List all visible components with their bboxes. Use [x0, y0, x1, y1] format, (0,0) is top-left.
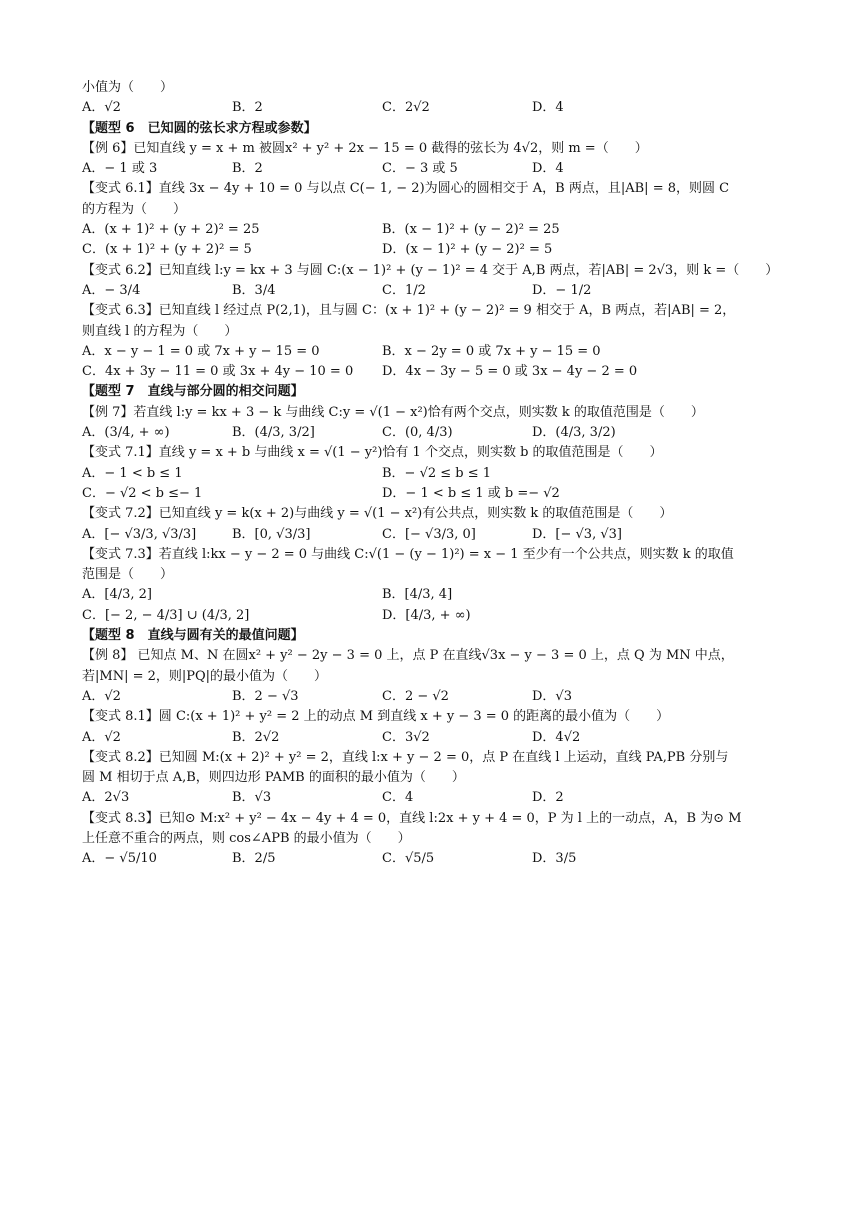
answer-options — [82, 281, 802, 301]
option-text: B．[4/3, 4] — [382, 587, 453, 603]
option-text: A．x − y − 1 = 0 或 7x + y − 15 = 0 — [82, 343, 320, 359]
text-line: 【变式 6.3】已知直线 l 经过点 P(2,1)，且与圆 C：(x + 1)² + (y − 2)² = 9 相交于 A，B 两点，若|AB| = 2， — [82, 303, 736, 319]
option-text: D．4√2 — [532, 729, 581, 745]
text-line: 【变式 6.1】直线 3x − 4y + 10 = 0 与以点 C(− 1, − 2)为圆心的圆相交于 A，B 两点，且|AB| = 8，则圆 C — [82, 181, 730, 197]
answer-options — [82, 342, 802, 362]
option-text: C．3√2 — [382, 729, 430, 745]
option-text: C．1/2 — [382, 282, 426, 298]
option-text: C．(x + 1)² + (y + 2)² = 5 — [82, 242, 252, 258]
text-line: 若|MN| = 2，则|PQ|的最小值为（ ） — [82, 668, 328, 684]
text-line: 的方程为（ ） — [82, 201, 187, 217]
option-text: D．− 1 < b ≤ 1 或 b =− √2 — [382, 485, 560, 501]
option-text: A．(3/4, + ∞) — [82, 425, 170, 441]
text-line: 范围是（ ） — [82, 567, 174, 583]
option-text: C．[− 2, − 4/3] ∪ (4/3, 2] — [82, 607, 250, 623]
option-text: A．− 1 或 3 — [82, 161, 158, 177]
answer-options — [82, 220, 802, 240]
option-text: B．− √2 ≤ b ≤ 1 — [382, 465, 492, 481]
section-heading: 【题型 6 已知圆的弦长求方程或参数】 — [82, 120, 317, 136]
option-text: B．x − 2y = 0 或 7x + y − 15 = 0 — [382, 343, 601, 359]
option-text: B．2 − √3 — [232, 688, 299, 704]
option-text: A．[− √3/3, √3/3] — [82, 526, 197, 542]
answer-options — [82, 464, 802, 484]
option-text: A．(x + 1)² + (y + 2)² = 25 — [82, 222, 260, 238]
answer-options — [82, 525, 802, 545]
text-line: 则直线 l 的方程为（ ） — [82, 323, 238, 339]
answer-options — [82, 240, 802, 260]
option-text: A．√2 — [82, 100, 121, 116]
option-text: C．2√2 — [382, 100, 430, 116]
option-text: A．2√3 — [82, 790, 130, 806]
text-line: 【例 8】 已知点 M、N 在圆x² + y² − 2y − 3 = 0 上，点 P 在直线√3x − y − 3 = 0 上，点 Q 为 MN 中点， — [82, 648, 734, 664]
text-line: 【变式 8.1】圆 C:(x + 1)² + y² = 2 上的动点 M 到直线 x + y − 3 = 0 的距离的最小值为（ ） — [82, 709, 670, 725]
option-text: B．2/5 — [232, 851, 276, 867]
text-line: 【变式 6.2】已知直线 l:y = kx + 3 与圆 C:(x − 1)² + (y − 1)² = 4 交于 A,B 两点，若|AB| = 2√3，则 k =（ ） — [82, 262, 779, 278]
option-text: B．(4/3, 3/2] — [232, 425, 315, 441]
option-text: B．(x − 1)² + (y − 2)² = 25 — [382, 222, 560, 238]
answer-options — [82, 484, 802, 504]
option-text: C．4x + 3y − 11 = 0 或 3x + 4y − 10 = 0 — [82, 364, 354, 380]
option-text: D．[− √3, √3] — [532, 526, 622, 542]
option-text: A．− 1 < b ≤ 1 — [82, 465, 183, 481]
option-text: D．√3 — [532, 688, 572, 704]
option-text: D．4 — [532, 100, 564, 116]
answer-options — [82, 788, 802, 808]
option-text: D．4 — [532, 161, 564, 177]
answer-options — [82, 585, 802, 605]
option-text: A．[4/3, 2] — [82, 587, 152, 603]
option-text: C．(0, 4/3) — [382, 425, 453, 441]
answer-options — [82, 159, 802, 179]
option-text: D．(4/3, 3/2) — [532, 425, 616, 441]
answer-options — [82, 728, 802, 748]
answer-options — [82, 423, 802, 443]
answer-options — [82, 362, 802, 382]
option-text: B．2√2 — [232, 729, 280, 745]
option-text: B．2 — [232, 100, 263, 116]
text-line: 【变式 8.3】已知⊙ M:x² + y² − 4x − 4y + 4 = 0，直线 l:2x + y + 4 = 0，P 为 l 上的一动点，A，B 为⊙ M — [82, 810, 742, 826]
option-text: B．3/4 — [232, 282, 276, 298]
option-text: B．√3 — [232, 790, 272, 806]
option-text: D．4x − 3y − 5 = 0 或 3x − 4y − 2 = 0 — [382, 364, 638, 380]
answer-options — [82, 98, 802, 118]
option-text: A．√2 — [82, 688, 121, 704]
option-text: B．[0, √3/3] — [232, 526, 311, 542]
text-line: 【变式 7.3】若直线 l:kx − y − 2 = 0 与曲线 C:√(1 − (y − 1)²) = x − 1 至少有一个公共点，则实数 k 的取值 — [82, 546, 734, 562]
option-text: C．√5/5 — [382, 851, 435, 867]
option-text: C．− 3 或 5 — [382, 161, 458, 177]
option-text: C．− √2 < b ≤− 1 — [82, 485, 203, 501]
option-text: D．− 1/2 — [532, 282, 592, 298]
text-line: 圆 M 相切于点 A,B，则四边形 PAMB 的面积的最小值为（ ） — [82, 770, 465, 786]
option-text: C．[− √3/3, 0] — [382, 526, 476, 542]
option-text: D．3/5 — [532, 851, 577, 867]
option-text: A．√2 — [82, 729, 121, 745]
answer-options — [82, 606, 802, 626]
option-text: B．2 — [232, 161, 263, 177]
option-text: C．4 — [382, 790, 414, 806]
option-text: C．2 − √2 — [382, 688, 449, 704]
answer-options — [82, 849, 802, 869]
text-line: 【变式 7.2】已知直线 y = k(x + 2)与曲线 y = √(1 − x²)有公共点，则实数 k 的取值范围是（ ） — [82, 506, 673, 522]
text-line: 【例 6】已知直线 y = x + m 被圆x² + y² + 2x − 15 = 0 截得的弦长为 4√2，则 m =（ ） — [82, 140, 648, 156]
text-line: 上任意不重合的两点，则 cos∠APB 的最小值为（ ） — [82, 830, 411, 846]
option-text: D．2 — [532, 790, 564, 806]
answer-options — [82, 687, 802, 707]
text-line: 【例 7】若直线 l:y = kx + 3 − k 与曲线 C:y = √(1 − x²)恰有两个交点，则实数 k 的取值范围是（ ） — [82, 404, 704, 420]
option-text: D．[4/3, + ∞) — [382, 607, 471, 623]
section-heading: 【题型 7 直线与部分圆的相交问题】 — [82, 384, 304, 400]
text-line: 【变式 8.2】已知圆 M:(x + 2)² + y² = 2，直线 l:x + y − 2 = 0，点 P 在直线 l 上运动，直线 PA,PB 分别与 — [82, 749, 729, 765]
text-line: 【变式 7.1】直线 y = x + b 与曲线 x = √(1 − y²)恰有 1 个交点，则实数 b 的取值范围是（ ） — [82, 445, 663, 461]
section-heading: 【题型 8 直线与圆有关的最值问题】 — [82, 628, 304, 644]
option-text: A．− √5/10 — [82, 851, 157, 867]
option-text: D．(x − 1)² + (y − 2)² = 5 — [382, 242, 553, 258]
document-page — [82, 78, 802, 870]
text-line: 小值为（ ） — [82, 80, 174, 95]
option-text: A．− 3/4 — [82, 282, 141, 298]
